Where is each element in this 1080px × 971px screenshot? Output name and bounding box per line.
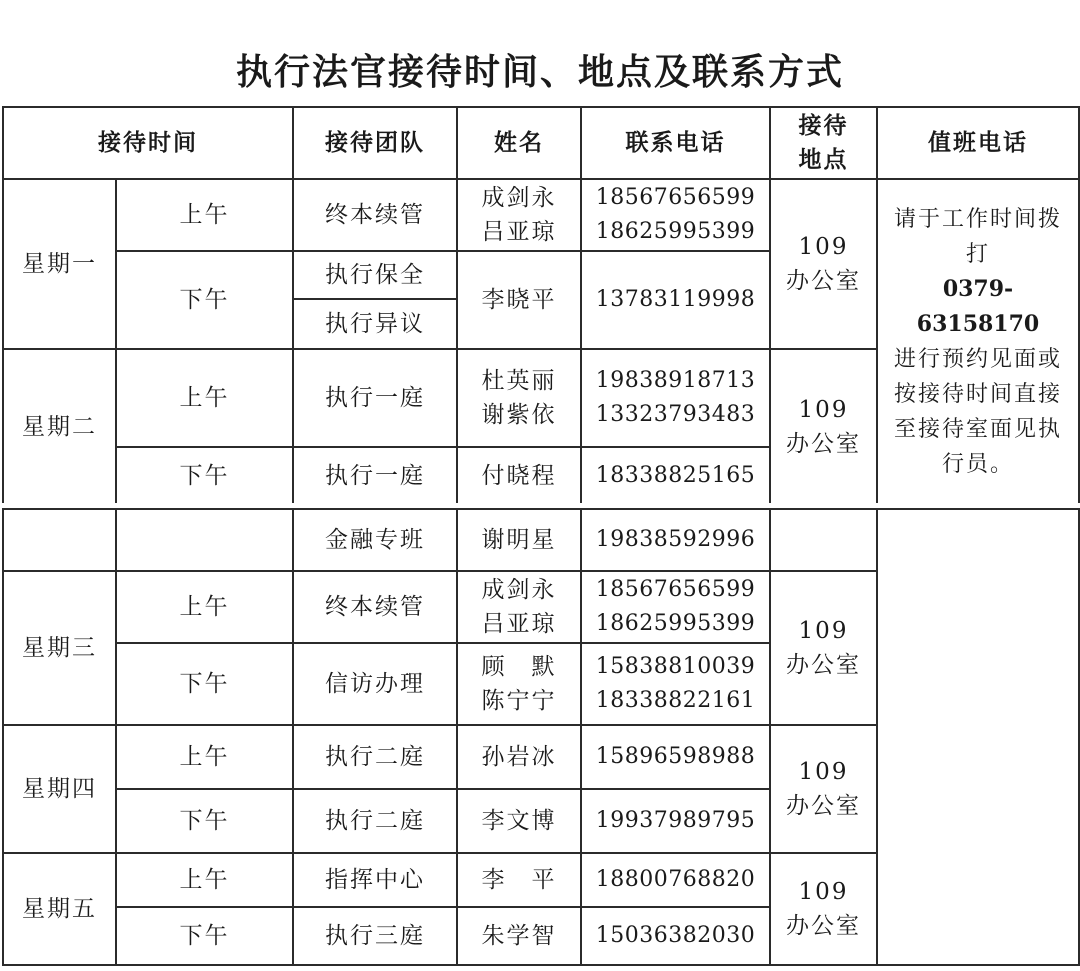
phone-cell: 13783119998 <box>581 251 770 349</box>
team-cell: 终本续管 <box>293 571 457 643</box>
name-cell: 李 平 <box>457 853 581 907</box>
name-cell <box>457 643 581 725</box>
name-cell: 李晓平 <box>457 251 581 349</box>
place-label: 办公室 <box>786 793 861 819</box>
period-cell: 下午 <box>116 251 293 349</box>
name-cell: 孙岩冰 <box>457 725 581 789</box>
team-cell: 金融专班 <box>293 509 457 571</box>
name-line: 吕亚琼 <box>481 611 557 637</box>
name-cell: 李文博 <box>457 789 581 853</box>
name-cell <box>457 179 581 251</box>
phone-line: 18567656599 <box>595 577 756 602</box>
table-row <box>3 509 1079 571</box>
place-room: 109 <box>798 759 849 785</box>
header-place-line1: 接待 <box>798 113 849 139</box>
period-cell: 上午 <box>116 349 293 447</box>
name-line: 陈宁宁 <box>481 688 557 714</box>
phone-cell: 15896598988 <box>581 725 770 789</box>
schedule-table-top <box>2 106 1080 503</box>
header-team: 接待团队 <box>293 107 457 179</box>
period-cell: 下午 <box>116 789 293 853</box>
place-room: 109 <box>798 879 849 905</box>
name-cell: 朱学智 <box>457 907 581 965</box>
phone-line: 13323793483 <box>595 402 756 427</box>
duty-note-line2: 进行预约见面或按接待时间直接至接待室面见执行员。 <box>893 346 1062 477</box>
phone-line: 18625995399 <box>595 219 756 244</box>
name-cell <box>457 571 581 643</box>
period-cell-empty <box>116 509 293 571</box>
day-cell-monday: 星期一 <box>3 179 116 349</box>
place-cell <box>770 571 877 725</box>
day-cell-wednesday: 星期三 <box>3 571 116 725</box>
page-title: 执行法官接待时间、地点及联系方式 <box>235 52 844 93</box>
phone-line: 18625995399 <box>595 611 756 636</box>
name-cell: 付晓程 <box>457 447 581 503</box>
team-cell: 执行一庭 <box>293 447 457 503</box>
header-place <box>770 107 877 179</box>
period-cell: 下午 <box>116 907 293 965</box>
header-row <box>3 107 1079 179</box>
day-cell-thursday: 星期四 <box>3 725 116 853</box>
name-line: 成剑永 <box>481 577 557 603</box>
phone-line: 15838810039 <box>595 654 756 679</box>
place-room: 109 <box>798 234 849 260</box>
phone-cell <box>581 179 770 251</box>
team-cell: 指挥中心 <box>293 853 457 907</box>
team-cell: 终本续管 <box>293 179 457 251</box>
duty-phone: 0379-63158170 <box>916 275 1040 337</box>
header-phone: 联系电话 <box>581 107 770 179</box>
place-cell <box>770 725 877 853</box>
team-cell: 执行一庭 <box>293 349 457 447</box>
header-name: 姓名 <box>457 107 581 179</box>
name-line: 成剑永 <box>481 185 557 211</box>
place-cell <box>770 179 877 349</box>
name-line: 吕亚琼 <box>481 219 557 245</box>
team-cell: 信访办理 <box>293 643 457 725</box>
name-cell: 谢明星 <box>457 509 581 571</box>
schedule-table-bottom <box>2 508 1080 966</box>
period-cell: 上午 <box>116 179 293 251</box>
place-cell <box>770 349 877 503</box>
header-duty: 值班电话 <box>877 107 1079 179</box>
period-cell: 上午 <box>116 571 293 643</box>
day-cell-friday: 星期五 <box>3 853 116 965</box>
place-cell <box>770 853 877 965</box>
team-cell: 执行二庭 <box>293 789 457 853</box>
phone-cell: 19838592996 <box>581 509 770 571</box>
place-cell-empty <box>770 509 877 571</box>
phone-line: 18567656599 <box>595 185 756 210</box>
phone-cell: 19937989795 <box>581 789 770 853</box>
phone-cell <box>581 349 770 447</box>
team-cell: 执行保全 <box>293 251 457 299</box>
table-row <box>3 179 1079 251</box>
place-label: 办公室 <box>786 430 861 457</box>
name-line: 杜英丽 <box>481 368 557 394</box>
period-cell: 下午 <box>116 447 293 503</box>
name-line: 谢紫依 <box>481 402 557 428</box>
place-label: 办公室 <box>786 913 861 939</box>
period-cell: 上午 <box>116 853 293 907</box>
phone-cell <box>581 643 770 725</box>
phone-cell: 15036382030 <box>581 907 770 965</box>
place-room: 109 <box>798 618 849 644</box>
phone-line: 18338822161 <box>595 688 756 713</box>
day-cell-tuesday: 星期二 <box>3 349 116 503</box>
phone-line: 19838918713 <box>595 368 756 393</box>
duty-cell-empty <box>877 509 1079 965</box>
team-cell: 执行异议 <box>293 299 457 349</box>
duty-note-cell <box>877 179 1079 503</box>
day-cell-empty <box>3 509 116 571</box>
place-room: 109 <box>798 396 849 423</box>
header-place-line2: 地点 <box>798 147 849 173</box>
phone-cell <box>581 571 770 643</box>
phone-cell: 18800768820 <box>581 853 770 907</box>
header-time: 接待时间 <box>3 107 293 179</box>
phone-cell: 18338825165 <box>581 447 770 503</box>
place-label: 办公室 <box>786 652 861 678</box>
name-line: 顾 默 <box>481 654 557 680</box>
name-cell <box>457 349 581 447</box>
team-cell: 执行二庭 <box>293 725 457 789</box>
place-label: 办公室 <box>786 268 861 294</box>
team-cell: 执行三庭 <box>293 907 457 965</box>
duty-note-line1: 请于工作时间拨打 <box>893 206 1062 267</box>
period-cell: 下午 <box>116 643 293 725</box>
period-cell: 上午 <box>116 725 293 789</box>
